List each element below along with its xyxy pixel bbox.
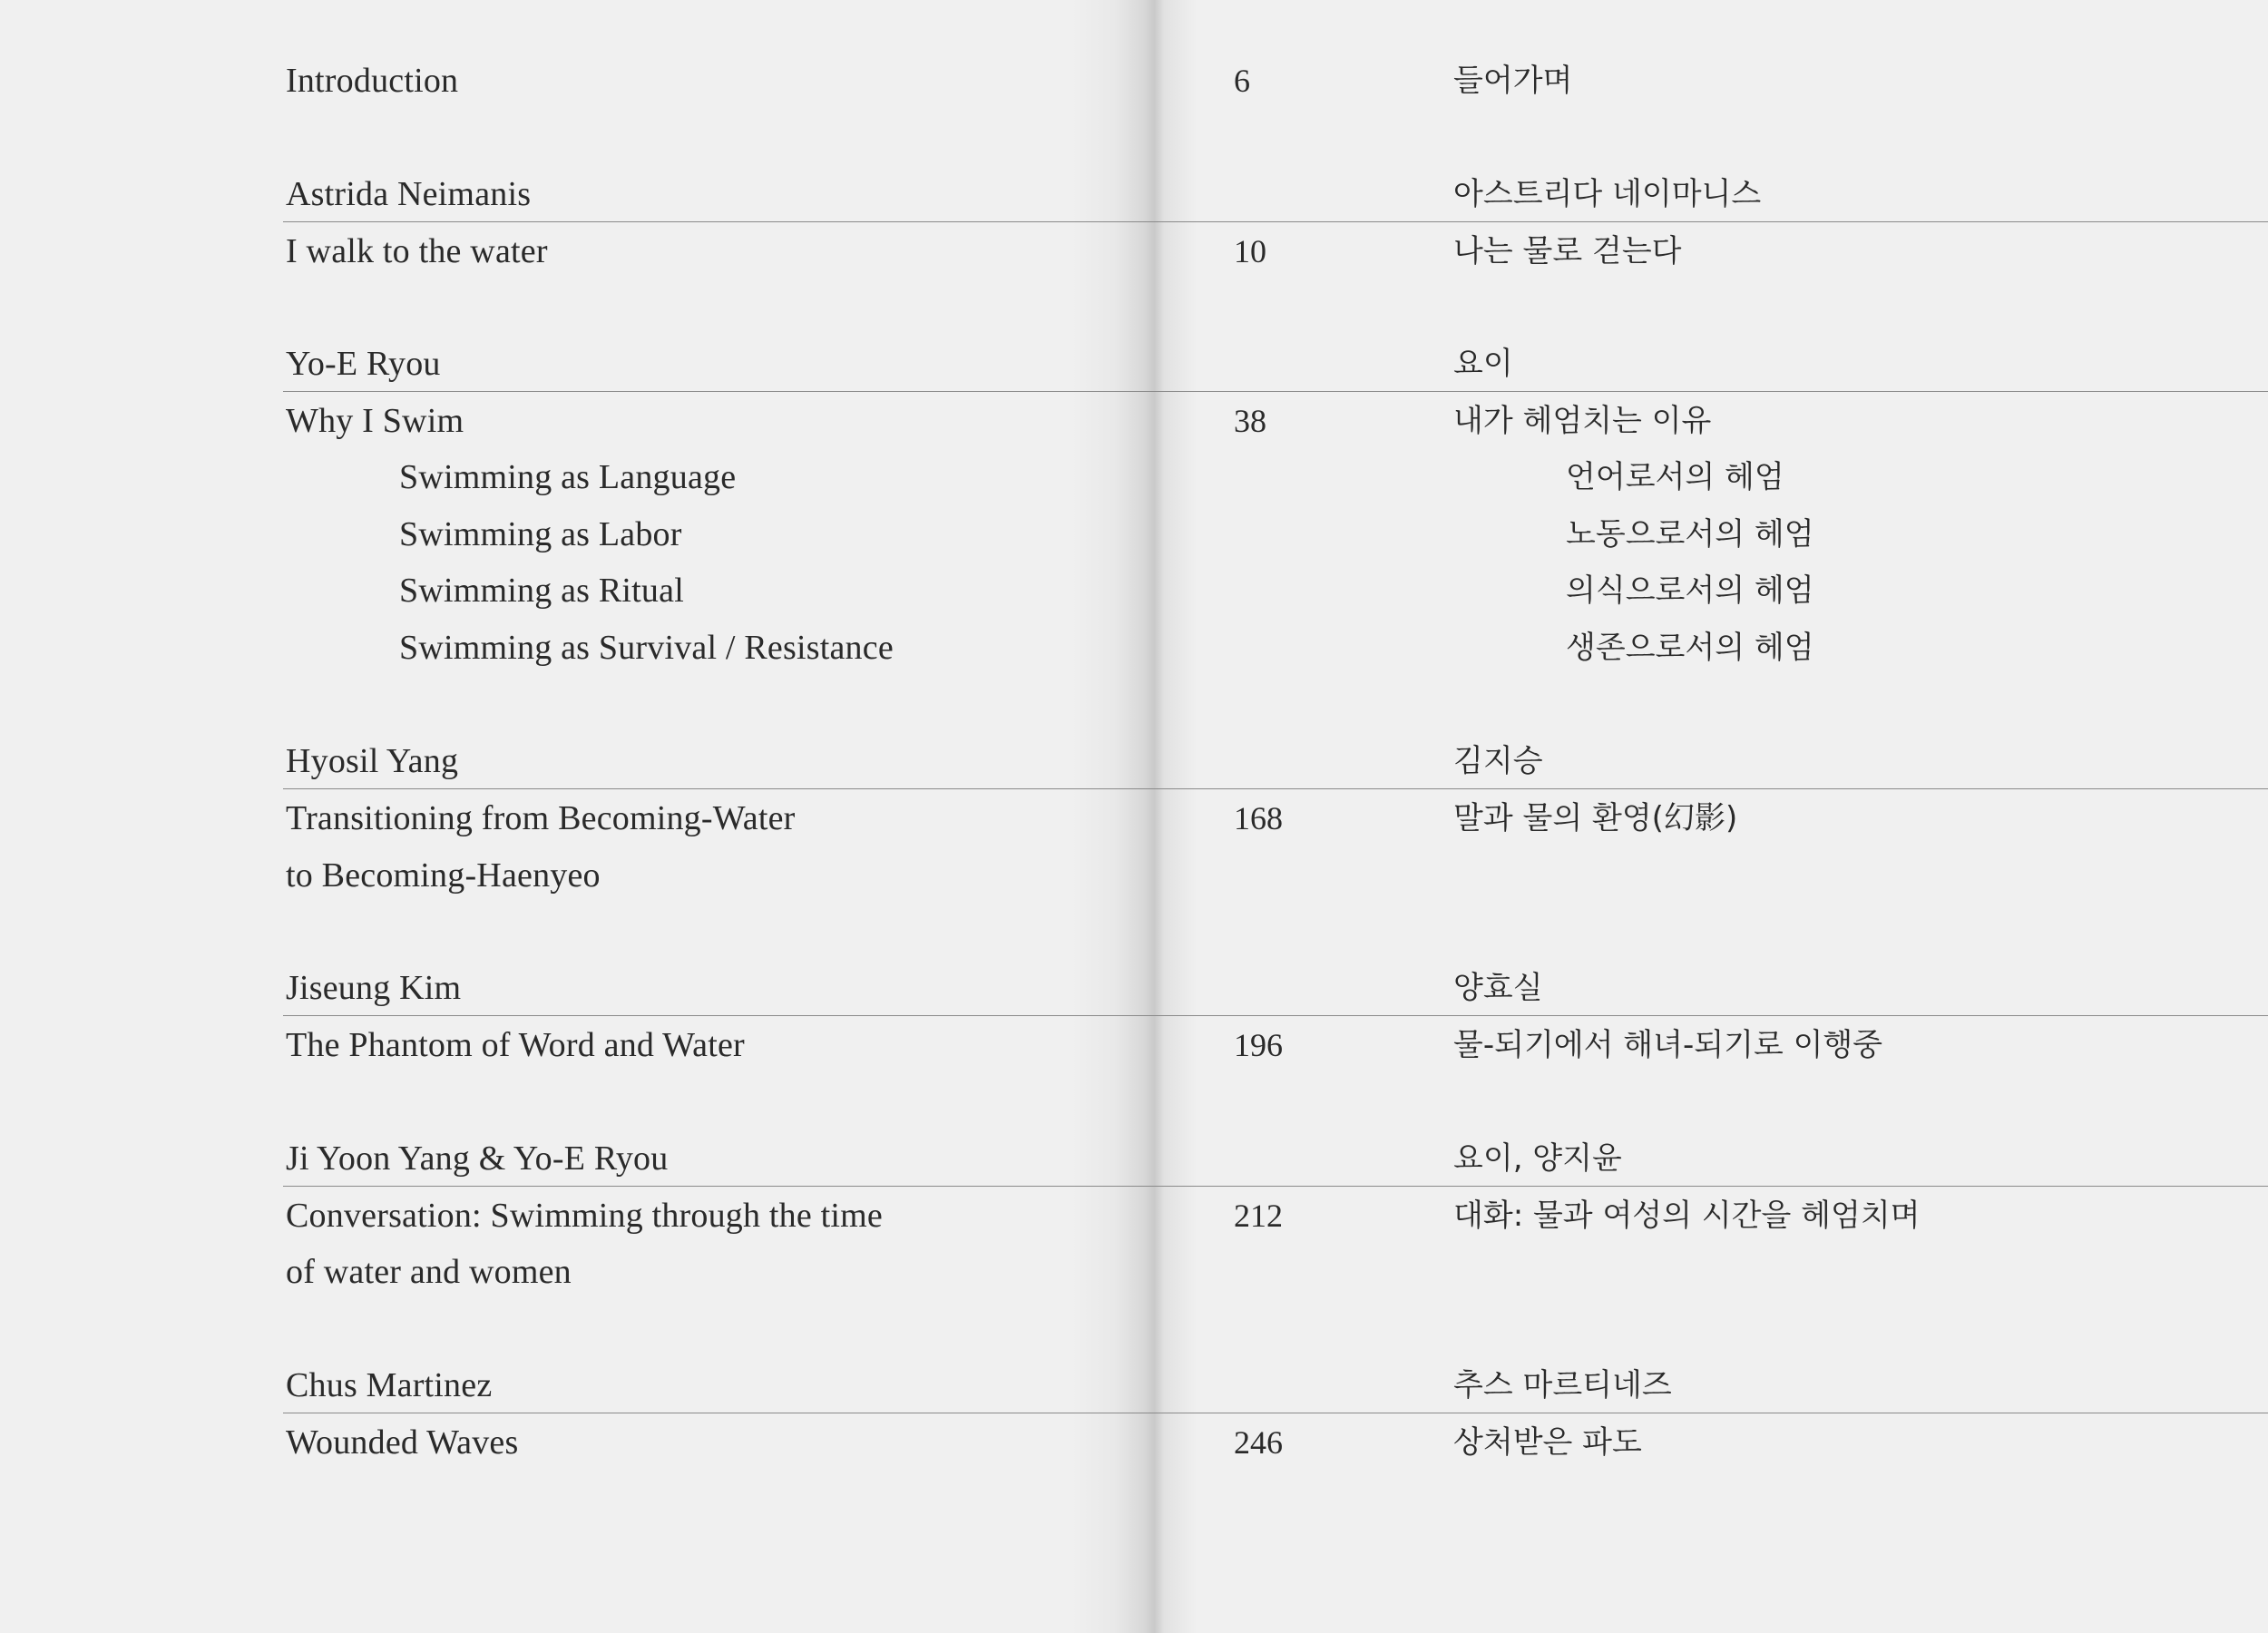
author-name-en: Jiseung Kim [286, 969, 462, 1007]
author-name-ko: 요이, 양지윤 [1453, 1140, 1622, 1177]
author-name-ko: 요이 [1453, 346, 1513, 382]
toc-title-row [0, 790, 2268, 846]
toc-author-row [0, 336, 2268, 392]
essay-title-en-line2: to Becoming-Haenyeo [286, 856, 601, 895]
essay-title-en: Transitioning from Becoming-Water [286, 799, 796, 837]
toc-intro-row [0, 53, 2268, 109]
toc-title-row [0, 1414, 2268, 1471]
author-name-en: Yo-E Ryou [286, 345, 441, 383]
toc-author-row [0, 733, 2268, 789]
essay-title-ko: 대화: 물과 여성의 시간을 헤엄치며 [1453, 1198, 1921, 1234]
author-name-ko: 양효실 [1453, 970, 1543, 1006]
essay-title-en: Why I Swim [286, 402, 464, 440]
subsection-title-en: Swimming as Labor [399, 515, 682, 553]
section-divider [283, 391, 2268, 392]
toc-subtitle-row [0, 506, 2268, 562]
subsection-title-ko: 노동으로서의 헤엄 [1566, 516, 1814, 552]
essay-title-ko: 나는 물로 걷는다 [1453, 233, 1682, 269]
section-divider [283, 1186, 2268, 1187]
toc-author-row [0, 1130, 2268, 1187]
essay-title-ko: 상처받은 파도 [1453, 1424, 1642, 1461]
subsection-title-en: Swimming as Language [399, 458, 737, 496]
subsection-title-ko: 언어로서의 헤엄 [1566, 459, 1784, 495]
intro-page-number: 6 [1234, 63, 1250, 99]
toc-title-row [0, 393, 2268, 449]
page-number: 246 [1234, 1424, 1283, 1461]
intro-title-en: Introduction [286, 62, 459, 100]
page-number: 212 [1234, 1198, 1283, 1234]
page-number: 10 [1234, 233, 1266, 269]
toc-title-row [0, 1188, 2268, 1244]
toc-author-row [0, 166, 2268, 222]
section-divider [283, 221, 2268, 222]
toc-subtitle-row [0, 562, 2268, 619]
toc-author-row [0, 960, 2268, 1016]
author-name-ko: 추스 마르티네즈 [1453, 1367, 1672, 1403]
author-name-en: Astrida Neimanis [286, 175, 532, 213]
toc-author-row [0, 1357, 2268, 1413]
author-name-ko: 아스트리다 네이마니스 [1453, 176, 1762, 212]
subsection-title-en: Swimming as Survival / Resistance [399, 629, 894, 667]
essay-title-ko: 말과 물의 환영(幻影) [1453, 800, 1738, 836]
section-divider [283, 1015, 2268, 1016]
subsection-title-ko: 생존으로서의 헤엄 [1566, 630, 1814, 666]
essay-title-en: The Phantom of Word and Water [286, 1026, 745, 1064]
essay-title-ko: 내가 헤엄치는 이유 [1453, 403, 1712, 439]
page-number: 168 [1234, 800, 1283, 836]
toc-title-row [0, 223, 2268, 279]
toc-subtitle-row [0, 449, 2268, 505]
intro-title-ko: 들어가며 [1453, 63, 1573, 99]
page-number: 38 [1234, 403, 1266, 439]
author-name-ko: 김지승 [1453, 743, 1543, 779]
author-name-en: Chus Martinez [286, 1366, 493, 1404]
essay-title-ko: 물-되기에서 해녀-되기로 이행중 [1453, 1027, 1883, 1063]
page-number: 196 [1234, 1027, 1283, 1063]
subsection-title-en: Swimming as Ritual [399, 572, 684, 610]
toc-title-row-continued [0, 847, 2268, 904]
essay-title-en: Wounded Waves [286, 1423, 519, 1462]
essay-title-en: Conversation: Swimming through the time [286, 1197, 883, 1235]
author-name-en: Hyosil Yang [286, 742, 459, 780]
toc-subtitle-row [0, 620, 2268, 676]
subsection-title-ko: 의식으로서의 헤엄 [1566, 572, 1814, 609]
toc-title-row [0, 1017, 2268, 1073]
essay-title-en-line2: of water and women [286, 1253, 572, 1291]
author-name-en: Ji Yoon Yang & Yo-E Ryou [286, 1139, 669, 1178]
essay-title-en: I walk to the water [286, 232, 548, 270]
section-divider [283, 788, 2268, 789]
toc-title-row-continued [0, 1244, 2268, 1300]
